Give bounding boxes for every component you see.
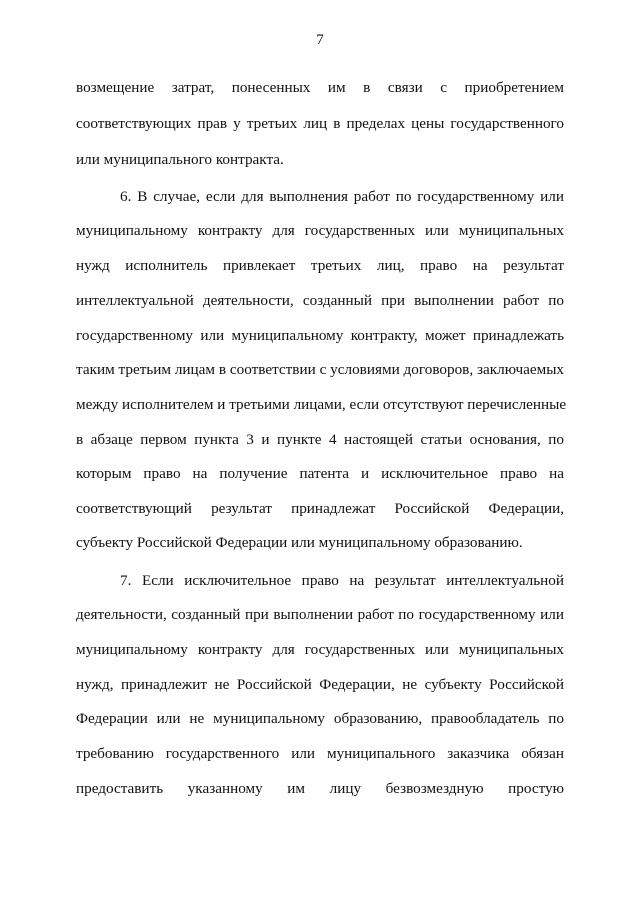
text-line: 7. Если исключительное право на результат интеллектуальной bbox=[120, 572, 564, 589]
text-line: нужд исполнитель привлекает третьих лиц, право на результат bbox=[76, 257, 564, 274]
text-line: муниципальному контракту для государственных или муниципальных bbox=[76, 222, 564, 239]
text-line: субъекту Российской Федерации или муниципальному образованию. bbox=[76, 534, 523, 551]
text-line: соответствующий результат принадлежат Российской Федерации, bbox=[76, 500, 564, 517]
page-number: 7 bbox=[316, 32, 324, 48]
text-line: муниципальному контракту для государственных или муниципальных bbox=[76, 641, 564, 658]
text-line: таким третьим лицам в соответствии с условиями договоров, заключаемых bbox=[76, 361, 564, 378]
text-line: Федерации или не муниципальному образованию, правообладатель по bbox=[76, 710, 564, 727]
text-line: государственному или муниципальному контракту, может принадлежать bbox=[76, 327, 564, 344]
text-line: требованию государственного или муниципального заказчика обязан bbox=[76, 745, 564, 762]
text-line: которым право на получение патента и исключительное право на bbox=[76, 465, 564, 482]
text-line: деятельности, созданный при выполнении работ по государственному или bbox=[76, 606, 564, 623]
text-line: в абзаце первом пункта 3 и пункте 4 настоящей статьи основания, по bbox=[76, 431, 564, 448]
text-line: 6. В случае, если для выполнения работ по государственному или bbox=[120, 188, 564, 205]
text-line: возмещение затрат, понесенных им в связи с приобретением bbox=[76, 79, 564, 96]
text-line: между исполнителем и третьими лицами, если отсутствуют перечисленные bbox=[76, 396, 567, 413]
text-line: нужд, принадлежит не Российской Федерации, не субъекту Российской bbox=[76, 676, 564, 693]
text-line: предоставить указанному им лицу безвозмездную простую bbox=[76, 780, 564, 797]
text-line: интеллектуальной деятельности, созданный при выполнении работ по bbox=[76, 292, 564, 309]
text-line: или муниципального контракта. bbox=[76, 151, 284, 168]
text-line: соответствующих прав у третьих лиц в пределах цены государственного bbox=[76, 115, 564, 132]
